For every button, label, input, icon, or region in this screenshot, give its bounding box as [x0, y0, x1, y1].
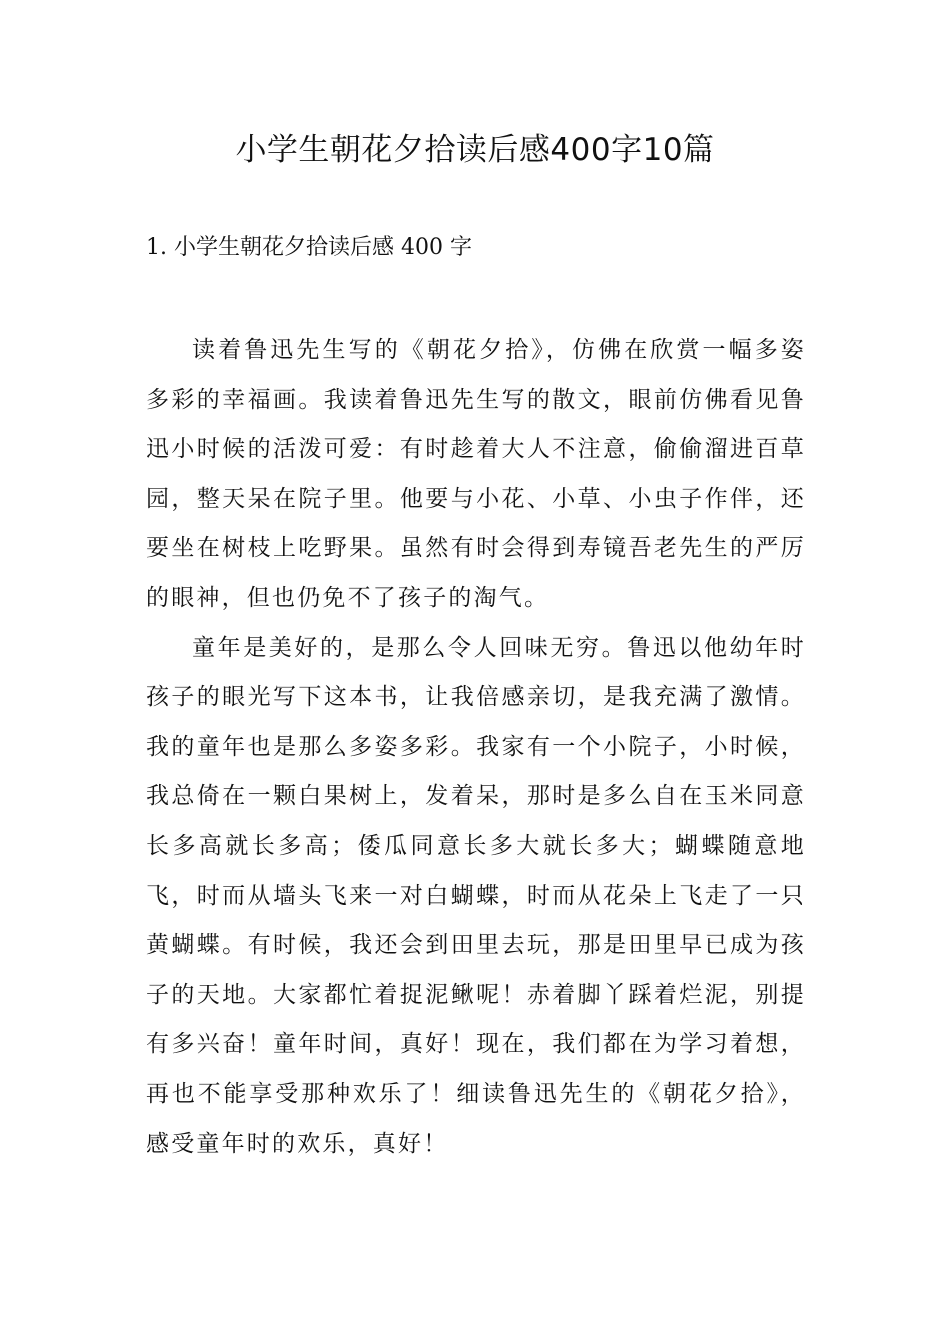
- essay-body: [146, 326, 806, 1169]
- section-heading: 1. 小学生朝花夕拾读后感 400 字: [146, 235, 472, 260]
- paragraph-1: 读着鲁迅先生写的《朝花夕拾》，仿佛在欣赏一幅多姿多彩的幸福画。我读着鲁迅先生写的散文，眼前仿佛看见鲁迅小时候的活泼可爱：有时趁着大人不注意，偷偷溜进百草园，整天呆在院子里。他要与小花、小草、小虫子作伴，还要坐在树枝上吃野果。虽然有时会得到寿镜吾老先生的严厉的眼神，但也仍免不了孩子的淘气。: [146, 337, 806, 611]
- document-title: 小学生朝花夕拾读后感400字10篇: [235, 132, 715, 168]
- paragraph-2: 童年是美好的，是那么令人回味无穷。鲁迅以他幼年时孩子的眼光写下这本书，让我倍感亲切，是我充满了激情。我的童年也是那么多姿多彩。我家有一个小院子，小时候，我总倚在一颗白果树上，发着呆，那时是多么自在玉米同意长多高就长多高；倭瓜同意长多大就长多大；蝴蝶随意地飞，时而从墙头飞来一对白蝴蝶，时而从花朵上飞走了一只黄蝴蝶。有时候，我还会到田里去玩，那是田里早已成为孩子的天地。大家都忙着捉泥鳅呢！赤着脚丫踩着烂泥，别提有多兴奋！童年时间，真好！现在，我们都在为学习着想，再也不能享受那种欢乐了！细读鲁迅先生的《朝花夕拾》，感受童年时的欢乐，真好！: [146, 634, 806, 1157]
